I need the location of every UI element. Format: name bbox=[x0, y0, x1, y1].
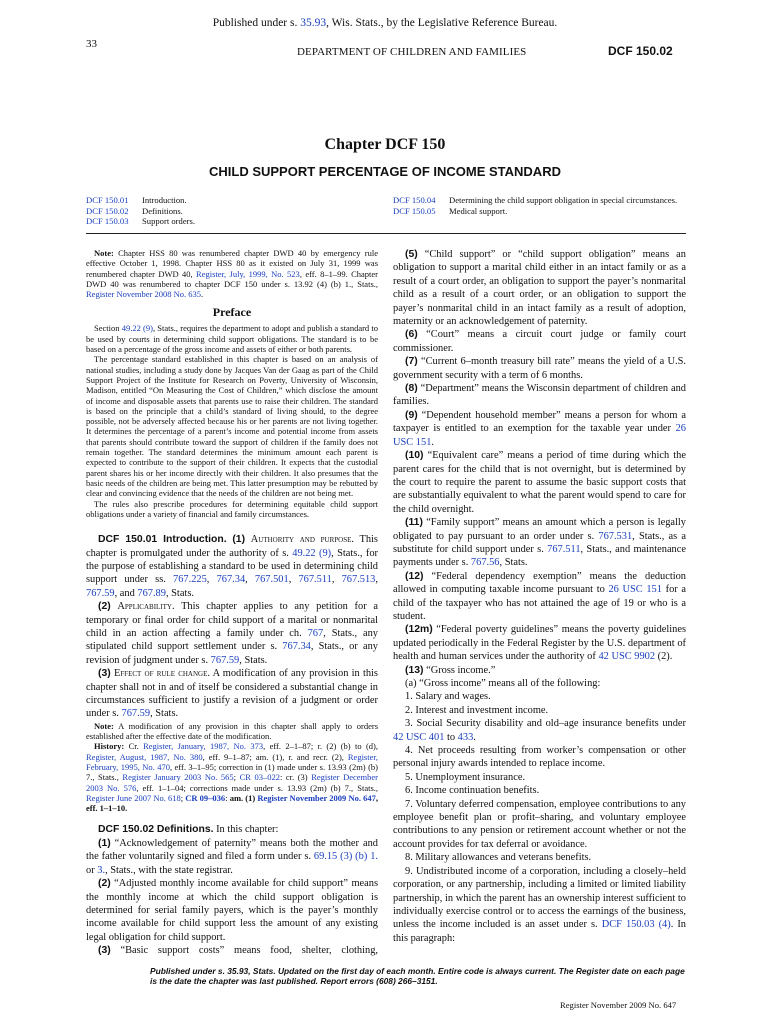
section-150-01: DCF 150.01 Introduction. (1) Authority and purpose. This chapter is promulgated under the authority of s. 49.22 (9), Stats., for the purpose of establishing a standard to be used in determining child support under ss. 767.225, 767.34, 767.501, 767.511, 767.513, 767.59, and 767.89, Stats. (2) Applicability. This chapter applies to any petition for a temporary or final order for child support of a marital or nonmarital child in an action affecting a family under ch. 767, Stats., any stipulated child support settlement under s. 767.34, Stats., or any revision of judgment under s. 767.59, Stats. (3) Effect of rule change. A modification of any provision in this chapter shall not in and of itself be considered a substantial change in circumstances sufficient to justify a revision of a judgment or order under s. 767.59, Stats. bbox=[86, 534, 378, 720]
code-header: DCF 150.02 bbox=[608, 44, 673, 58]
left-column bbox=[86, 248, 378, 956]
toc-row bbox=[86, 216, 366, 227]
footer-register: Register November 2009 No. 647 bbox=[560, 1000, 677, 1010]
toc-right bbox=[393, 195, 693, 216]
published-text-end: , Wis. Stats., by the Legislative Reference Bureau. bbox=[326, 17, 558, 29]
toc-row bbox=[393, 195, 693, 206]
chapter-title: Chapter DCF 150 bbox=[324, 136, 446, 153]
history-note: Note: Chapter HSS 80 was renumbered chapter DWD 40 by emergency rule effective October 1, 1998. Chapter HSS 80 as it existed on July 31, 1999 was renumbered chapter DWD 40, Register, July, 1999, No. 523, eff. 8–1–99. Chapter DWD 40 was renumbered to chapter DCF 150 under s. 13.92 (4) (b) 1., Stats., Register November 2008 No. 635. bbox=[86, 248, 378, 300]
toc-label: Definitions. bbox=[142, 205, 183, 216]
preface-text: Section 49.22 (9), Stats., requires the department to adopt and publish a standard to be used by courts in determining child support obligations. The standard is to be based on a percentage of the gross income and assets of either or both parents. The percentage standard established in this chapter is based on an analysis of national studies, including a study done by Jacques Van der Gaag as part of the Child Support Project of the Institute for Research on Poverty, University of Wisconsin, Madison, entitled “On Measuring the Cost of Children,” which disclose the amount of income and disposable assets that parents use to raise their children. The standard is based on the principle that a child’s standard of living should, to the degree possible, not be adversely affected because his or her parents are not living together. It determines the percentage of a parent’s income and potential income from assets that parents should contribute toward the support of children if the family does not remain together. The standard determines the minimum amount each parent is expected to contribute to the support of their children. It expects that the custodial parent shares his or her income directly with their children. It also presumes that the basic needs of the children are being met. This latter presumption may be rebutted by clear and convincing evidence that the needs of the children are not being met. The rules also prescribe procedures for determining equitable child support obligations under a variety of financial and family circumstances. bbox=[86, 323, 378, 519]
page-number: 33 bbox=[86, 38, 97, 50]
toc-label: Introduction. bbox=[142, 195, 187, 205]
toc-link[interactable]: DCF 150.05 bbox=[393, 205, 436, 216]
preface-heading: Preface bbox=[212, 305, 252, 320]
statute-link[interactable]: 35.93 bbox=[300, 17, 327, 29]
section-150-02: DCF 150.02 Definitions. In this chapter: (1) “Acknowledgement of paternity” means both the mother and the father voluntarily signed and filed a form under s. 69.15 (3) (b) 1. or 3., Stats., with the state registrar. (2) “Adjusted monthly income available for child support” means the monthly income at which the child support obligation is determined for serial family payers, which is the payer’s monthly income available for child support less the amount of any existing legal obligation for child support. (3) “Basic support costs” means food, shelter, clothing, bbox=[86, 824, 378, 956]
toc-link[interactable]: DCF 150.03 bbox=[86, 216, 129, 227]
toc-label: Medical support. bbox=[449, 205, 508, 216]
toc-link[interactable]: DCF 150.01 bbox=[86, 195, 129, 205]
toc-label: Determining the child support obligation in special circumstances. bbox=[449, 195, 678, 205]
toc-row bbox=[86, 195, 366, 206]
toc-link[interactable]: DCF 150.04 bbox=[393, 195, 436, 205]
toc-label: Support orders. bbox=[142, 216, 195, 227]
right-column: (5) “Child support” or “child support obligation” means an obligation to support a marital child either in an intact family or as a result of a court order, an obligation to support the payer’s nonmarital child as a result of a court order, or an obligation to support the payer’s nonmarital child in an intact family as a result of adoption, maternity or an acknowledgement of paternity. (6) “Court” means a circuit court judge or family court commissioner. (7) “Current 6–month treasury bill rate” means the yield of a U.S. government security with a term of 6 months. (8) “Department” means the Wisconsin department of children and families. (9) “Dependent household member” means a person for whom a taxpayer is entitled to an exemption for the taxable year under 26 USC 151. (10) “Equivalent care” means a period of time during which the parent cares for the child that is not overnight, but is determined by the court to require the parent to assume the basic support costs that are substantially equivalent to what the parent would spend to care for the child overnight. (11) “Family support” means an amount which a person is legally obligated to pay pursuant to an order under s. 767.531, Stats., as a substitute for child support under s. 767.511, Stats., and maintenance payments under s. 767.56, Stats. (12) “Federal dependency exemption” means the deduction allowed in computing taxable income pursuant to 26 USC 151 for a child of the taxpayer who has not attained the age of 19 or who is a student. (12m) “Federal poverty guidelines” means the poverty guidelines updated periodically in the Federal Register by the U.S. department of health and human services under the authority of 42 USC 9902 (2). (13) “Gross income.” (a) “Gross income” means all of the following: 1. Salary and wages. 2. Interest and investment income. 3. Social Security disability and old–age insurance benefits under 42 USC 401 to 433. 4. Net proceeds resulting from worker’s compensation or other personal injury awards intended to replace income. 5. Unemployment insurance. 6. Income continuation benefits. 7. Voluntary deferred compensation, employee contributions to any employee benefit plan or profit–sharing, and voluntary employee contributions to any pension or retirement account whether or not the account provides for tax deferral or avoidance. 8. Military allowances and veterans benefits. 9. Undistributed income of a corporation, including a closely–held corporation, or any partnership, including a limited or limited liability partnership, in which the parent has an ownership interest sufficient to individually exercise control or to access the earnings of the business, unless the income included is an asset under s. DCF 150.03 (4). In this paragraph: bbox=[393, 249, 686, 944]
toc-row bbox=[393, 206, 693, 217]
chapter-subtitle: CHILD SUPPORT PERCENTAGE OF INCOME STANDARD bbox=[209, 164, 561, 179]
published-text: Published under s. bbox=[212, 17, 301, 29]
footer-note bbox=[150, 966, 720, 986]
toc-link[interactable]: DCF 150.02 bbox=[86, 205, 129, 216]
footer-line-2: is the date the chapter was last published. Report errors (608) 266–3151. bbox=[150, 976, 438, 986]
toc-left bbox=[86, 195, 366, 227]
department-header: DEPARTMENT OF CHILDREN AND FAMILIES bbox=[297, 46, 527, 58]
section-150-01-notes: Note: A modification of any provision in this chapter shall apply to orders established after the effective date of the modification. History: Cr. Register, January, 1987, No. 373, eff. 2–1–87; r. (2) (b) to (d), Register, August, 1987, No. 380, eff. 9–1–87; am. (1), r. and recr. (2), Register, February, 1995, No. 470, eff. 3–1–95; correction in (1) made under s. 13.93 (2m) (b) 7., Stats., Register January 2003 No. 565; CR 03–022: cr. (3) Register December 2003 No. 576, eff. 1–1–04; corrections made under s. 13.93 (2m) (b) 7., Stats., Register June 2007 No. 618; CR 09–036: am. (1) Register November 2009 No. 647, eff. 1–1–10. bbox=[86, 720, 378, 814]
toc-row bbox=[86, 206, 366, 217]
footer-line-1: Published under s. 35.93, Stats. Updated on the first day of each month. Entire code is always current. The Register date on each page bbox=[150, 966, 685, 976]
published-line bbox=[0, 17, 770, 29]
header-rule bbox=[86, 233, 686, 234]
